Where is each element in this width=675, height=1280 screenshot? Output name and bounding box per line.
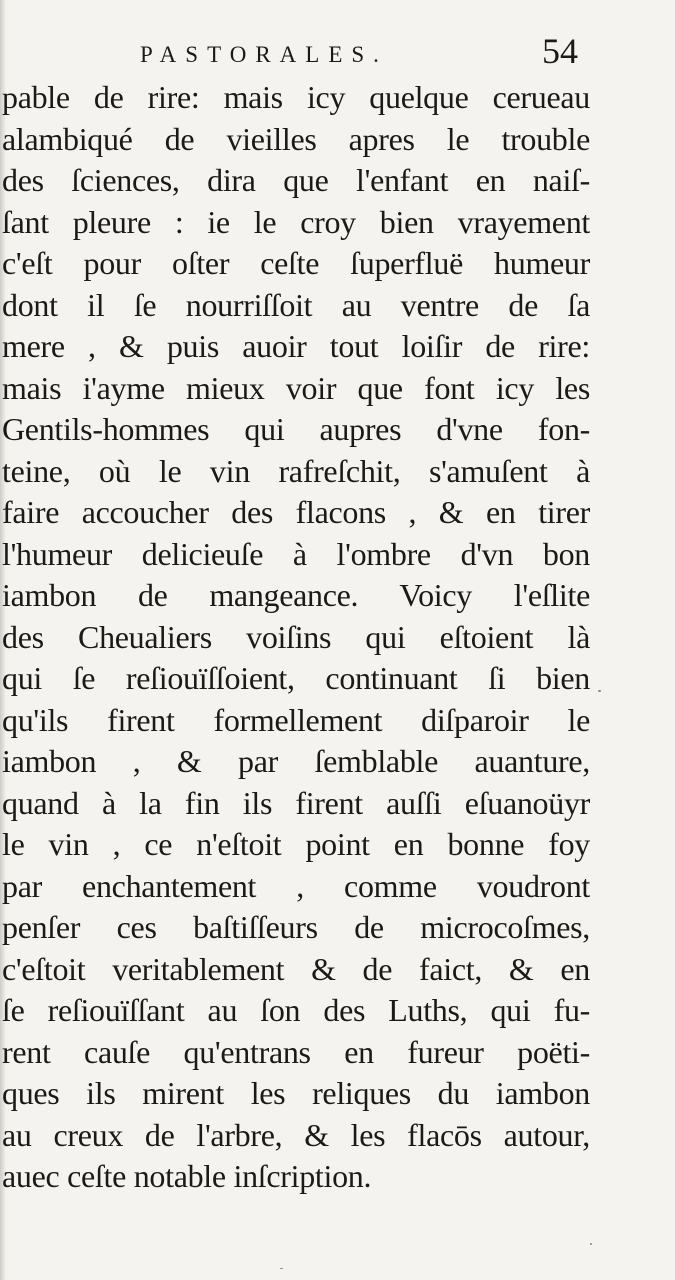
text-line: le vin , ce n'eſtoit point en bonne foy bbox=[2, 826, 590, 862]
text-line: alambiqué de vieilles apres le trouble bbox=[2, 120, 590, 157]
text-line: Gentils-hommes qui aupres d'vne fon- bbox=[2, 411, 590, 447]
text-line: iambon de mangeance. Voicy l'eſlite bbox=[2, 577, 590, 613]
page-number: 54 bbox=[542, 31, 578, 71]
text-line: qui ſe reſiouïſſoient, continuant ſi bien bbox=[2, 660, 590, 696]
paper-speck bbox=[280, 1268, 283, 1269]
text-line: teine, où le vin rafreſchit, s'amuſent à bbox=[2, 452, 590, 489]
text-line: par enchantement , comme voudront bbox=[2, 867, 590, 904]
text-line: rent cauſe qu'entrans en fureur poëti- bbox=[2, 1033, 590, 1070]
text-line: des Cheualiers voiſins qui eſtoient là bbox=[2, 618, 590, 655]
text-line: au creux de l'arbre, & les flacōs autour, bbox=[2, 1116, 590, 1153]
text-line: dont il ſe nourriſſoit au ventre de ſa bbox=[2, 286, 590, 323]
paper-speck bbox=[590, 1243, 592, 1245]
paper-speck bbox=[598, 690, 601, 692]
text-line: faire accoucher des flacons , & en tirer bbox=[2, 494, 590, 530]
text-line: pable de rire: mais icy quelque cerueau bbox=[2, 79, 590, 115]
text-line: qu'ils firent formellement diſparoir le bbox=[2, 701, 590, 738]
text-line: quand à la fin ils firent auſſi eſuanoüyr bbox=[2, 784, 590, 821]
text-line: c'eſt pour oſter ceſte ſuperfluë humeur bbox=[2, 245, 590, 281]
text-line: mais i'ayme mieux voir que font icy les bbox=[2, 369, 590, 406]
text-line: auec ceſte notable inſcription. bbox=[2, 1158, 372, 1194]
text-line: iambon , & par ſemblable auanture, bbox=[2, 743, 590, 779]
body-text bbox=[0, 77, 675, 1198]
text-line: ques ils mirent les reliques du iambon bbox=[2, 1075, 590, 1111]
text-line: des ſciences, dira que l'enfant en naiſ- bbox=[2, 162, 590, 198]
running-head: PASTORALES. bbox=[140, 42, 388, 67]
text-line: mere , & puis auoir tout loiſir de rire: bbox=[2, 328, 590, 364]
text-line: c'eſtoit veritablement & de faict, & en bbox=[2, 950, 590, 987]
text-line: ſant pleure : ie le croy bien vrayement bbox=[2, 203, 590, 240]
text-line: l'humeur delicieuſe à l'ombre d'vn bon bbox=[2, 535, 590, 572]
page-header bbox=[0, 30, 675, 80]
text-line: ſe reſiouïſſant au ſon des Luths, qui fu- bbox=[2, 992, 590, 1028]
text-line: penſer ces baſtiſſeurs de microcoſmes, bbox=[2, 909, 590, 945]
